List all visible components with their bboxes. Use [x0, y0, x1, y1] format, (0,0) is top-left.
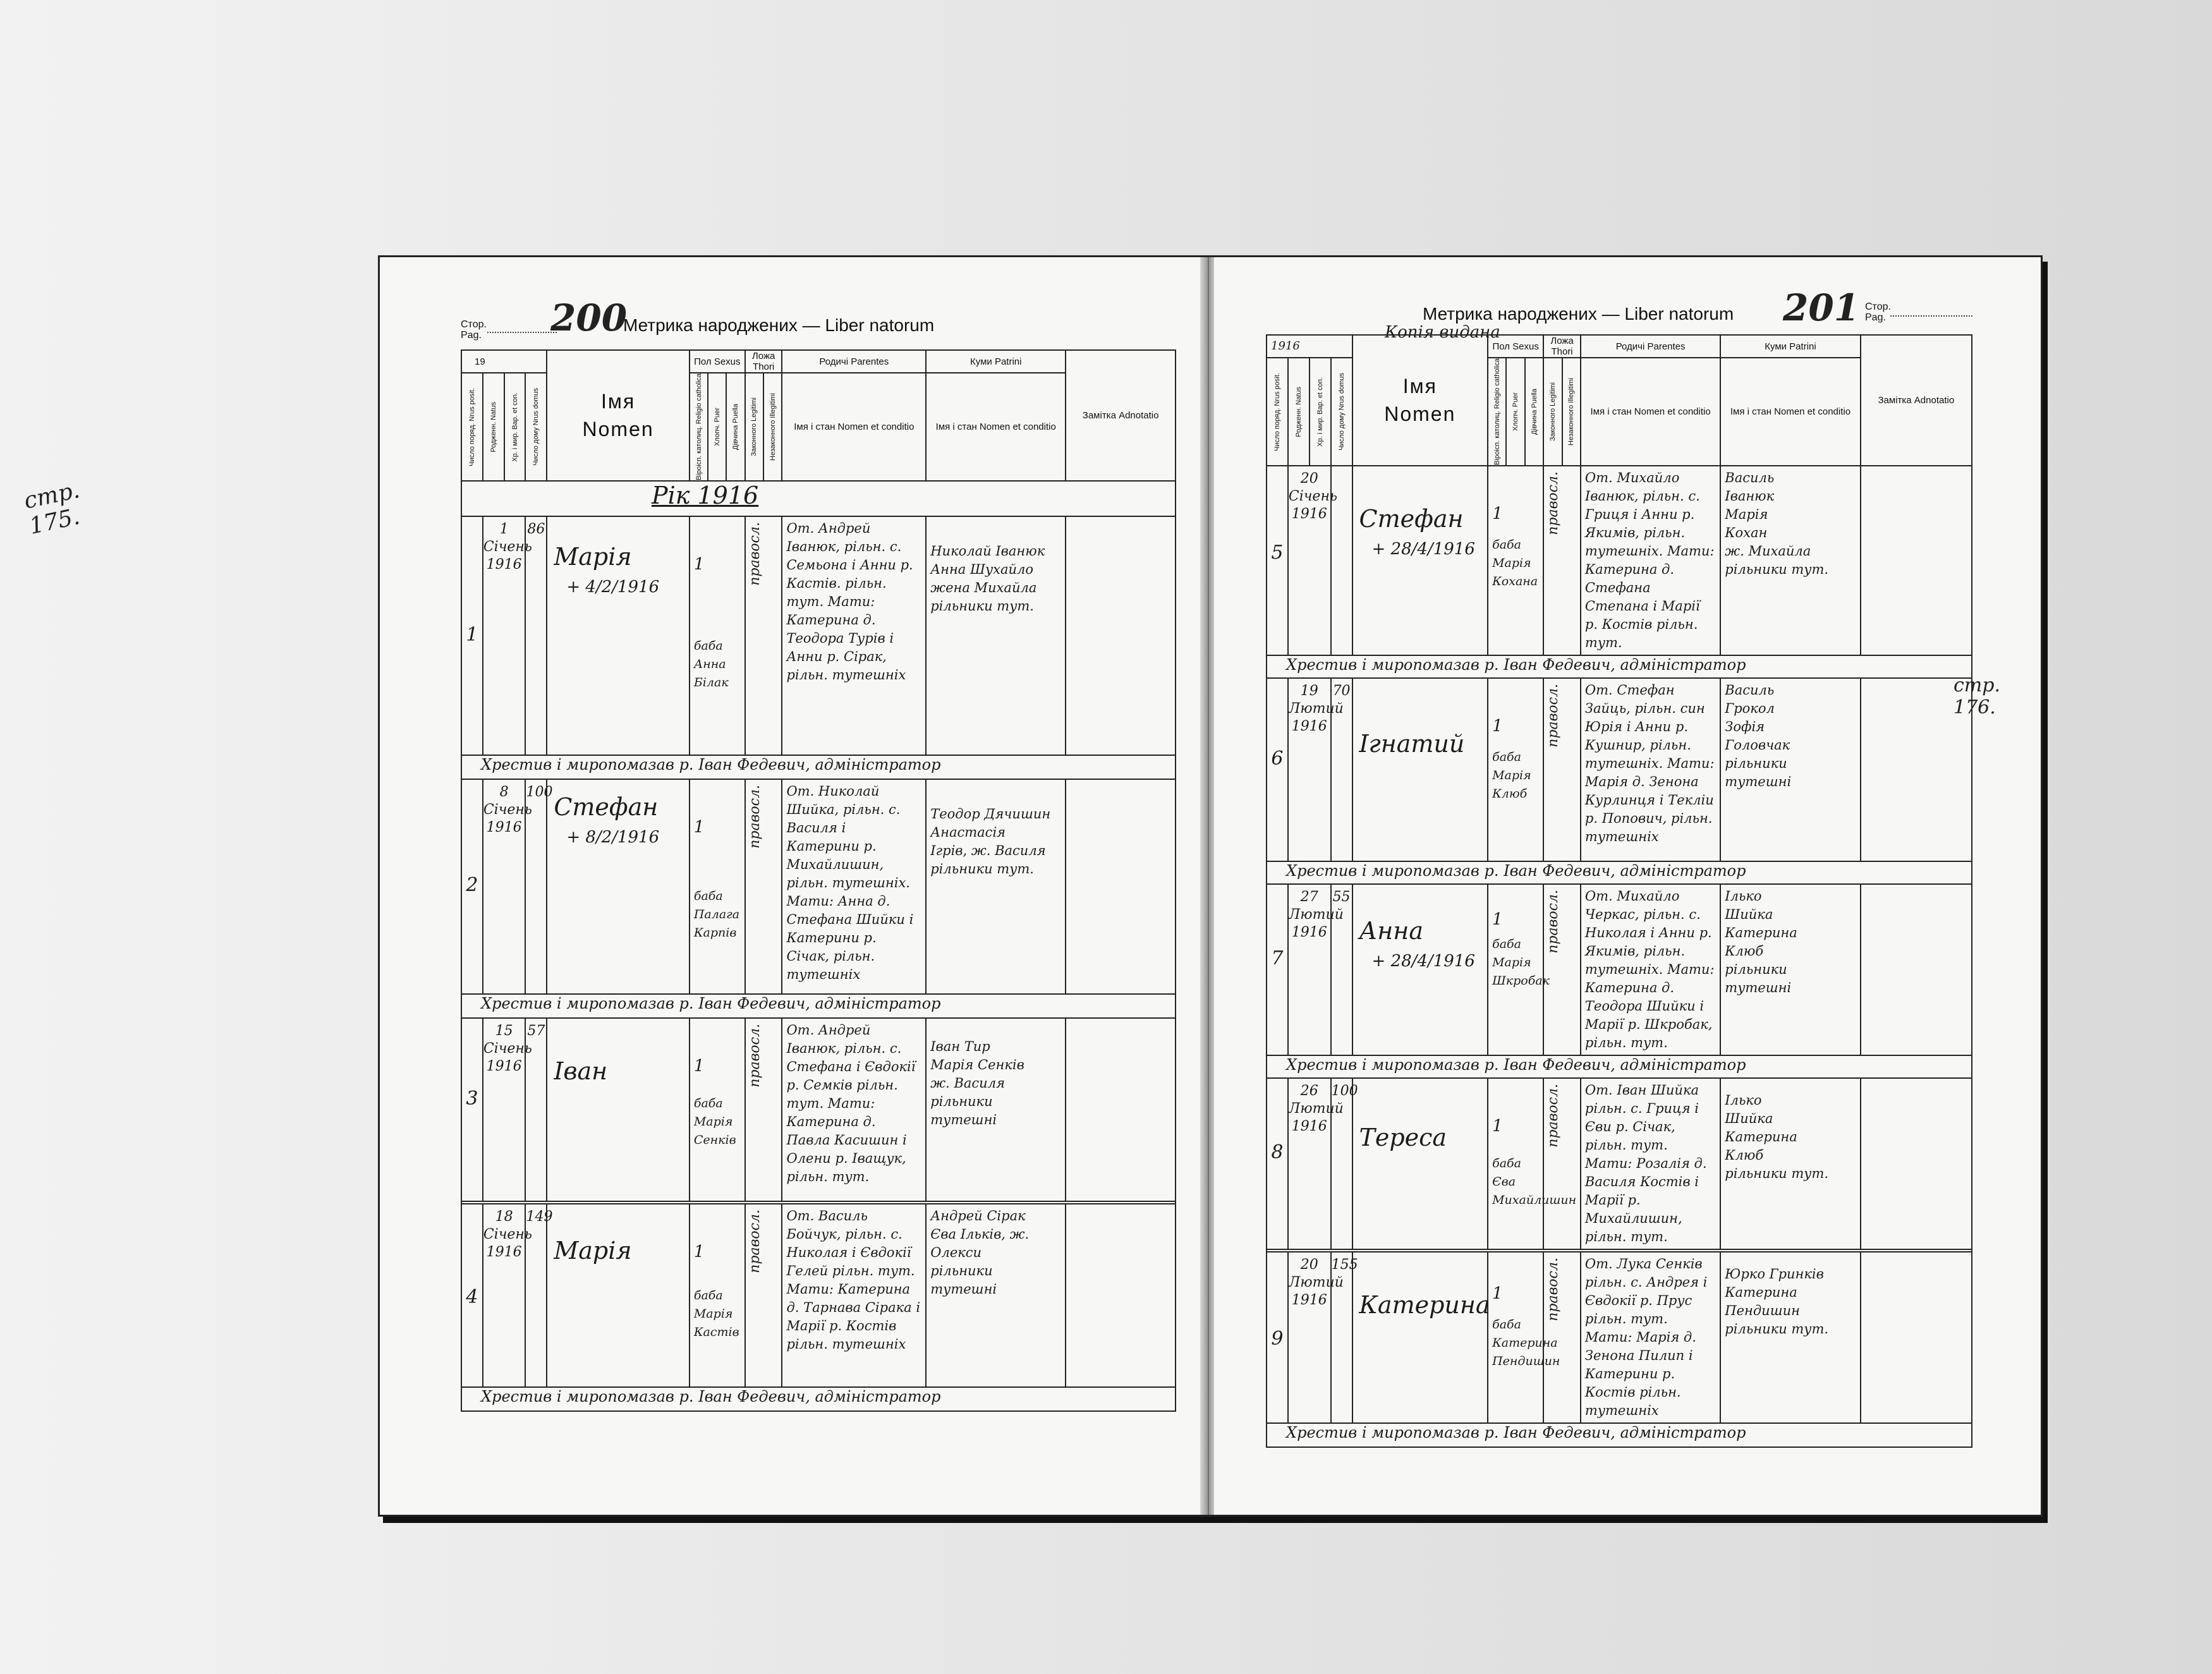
copy-issued-note: Копія видана: [1385, 323, 1500, 342]
parents-text: От. Василь Бойчук, рільн. с. Николая і Євдокії Гелей рільн. тут. Мати: Катерина д. Тарнава Сірака і Марії р. Костів рільн. тутешніх: [786, 1208, 921, 1352]
sex-marks: 1: [1492, 1283, 1503, 1303]
midwife: баба Марія Клюб: [1492, 749, 1531, 801]
parents-header: Родичі Parentes: [782, 350, 926, 373]
boy-col-header: Хлопч. Puer: [1512, 392, 1520, 431]
birth-date: 20 Січень 1916: [1288, 470, 1337, 522]
patrini-header: Куми Patrini: [1720, 335, 1860, 358]
godparents-text: Николай Іванюк Анна Шухайло жена Михайла рільники тут.: [930, 543, 1045, 614]
religion-col-header: Віроісп. католиц. Religio catholica: [1493, 358, 1501, 465]
legitimacy: правосл.: [746, 1209, 763, 1273]
legitimacy: правосл.: [1545, 889, 1562, 954]
patrini-header: Куми Patrini: [926, 350, 1066, 373]
death-note: + 8/2/1916: [566, 827, 660, 847]
house-number: 70: [1332, 682, 1351, 699]
house-number: [1332, 466, 1352, 470]
parents-text: От. Андрей Іванюк, рільн. с. Стефана і Євдокії р. Семків рільн. тут. Мати: Катерина д. Павла Касишин і Олени р. Іващук, рільн. тут.: [786, 1022, 916, 1184]
house-number: 100: [1331, 1083, 1358, 1099]
right-side-note: стр. 176.: [1954, 674, 2000, 719]
godparents-text: Юрко Гринків Катерина Пендишин рільники тут.: [1725, 1266, 1829, 1337]
parents-text: От. Лука Сенків рільн. с. Андрея і Євдокії р. Прус рільн. тут. Мати: Марія д. Зенона Пилип і Катерини р. Костів рільн. тутешніх: [1584, 1256, 1708, 1418]
midwife: баба Марія Сенків: [693, 1096, 736, 1147]
sex-header: Пол Sexus: [1488, 335, 1543, 358]
entry-number: 8: [1271, 1141, 1284, 1163]
sex-marks: 1: [693, 554, 705, 574]
religion-col-header: Віроісп. католиц. Religio catholica: [695, 373, 703, 480]
table-row: [1267, 466, 1972, 655]
birth-date: 27 Лютий 1916: [1288, 889, 1344, 940]
death-note: + 28/4/1916: [1371, 539, 1475, 559]
girl-col-header: Дівчина Puella: [1530, 388, 1538, 435]
right-page: [1214, 257, 2039, 1515]
parents-text: От. Іван Шийка рільн. с. Гриця і Єви р. Січак, рільн. тут. Мати: Розалія д. Василя Костів і Марії р. Михайлишин, рільн. тут.: [1584, 1082, 1707, 1244]
parents-text: От. Стефан Зайць, рільн. син Юрія і Анни р. Кушнир, рільн. тутешніх. Мати: Марія д. Зенона Курлинця і Текліи р. Попович, рільн. тутешніх: [1584, 682, 1715, 844]
birth-date: 15 Січень 1916: [483, 1022, 532, 1074]
child-name: Анна: [1359, 916, 1423, 945]
birth-date: 1 Січень 1916: [483, 521, 532, 573]
birth-date: 20 Лютий 1916: [1288, 1256, 1344, 1308]
birth-date: 26 Лютий 1916: [1288, 1083, 1344, 1134]
death-note: + 4/2/1916: [566, 577, 660, 597]
table-row: [461, 516, 1176, 755]
child-name: Марія: [554, 542, 632, 571]
table-row: [461, 1204, 1176, 1387]
legitimacy: правосл.: [746, 784, 763, 849]
right-page-number: 201: [1783, 286, 1860, 329]
sex-marks: 1: [693, 1242, 705, 1261]
baptism-note: Хрестив і миропомазав р. Іван Федевич, адміністратор: [1286, 861, 1746, 880]
godparents-text: Іван Тир Марія Сенків ж. Василя рільники тутешні: [930, 1038, 1024, 1127]
baptism-note: Хрестив і миропомазав р. Іван Федевич, адміністратор: [481, 755, 941, 773]
godparents-text: Василь Грокол Зофія Головчак рільники тутешні: [1725, 682, 1792, 789]
parents-text: От. Николай Шийка, рільн. с. Василя і Катерини р. Михайлишин, рільн. тутешніх. Мати: Анна д. Стефана Шийки і Катерини р. Січак, рільн. тутешніх: [786, 783, 914, 982]
house-number: 155: [1331, 1256, 1358, 1273]
parents-subheader: Імя і стан Nomen et conditio: [782, 373, 926, 481]
midwife: баба Марія Кохана: [1492, 537, 1538, 588]
table-row: [461, 1018, 1176, 1201]
sex-marks: 1: [693, 817, 705, 837]
table-row: [1267, 1078, 1972, 1249]
entry-number: 7: [1271, 947, 1284, 969]
legitimacy: правосл.: [1545, 1083, 1562, 1148]
birth-date: 8 Січень 1916: [483, 784, 532, 835]
child-name: Стефан: [554, 792, 659, 821]
godparents-text: Теодор Дячишин Анастасія Ігрів, ж. Василя рільники тут.: [930, 806, 1051, 876]
born-col-header: Родженн. Natus: [1294, 386, 1303, 437]
birth-date: 18 Січень 1916: [483, 1208, 532, 1260]
entry-number: 9: [1271, 1327, 1284, 1350]
sex-marks: 1: [1492, 716, 1503, 736]
thori-header: Ложа Thori: [1543, 335, 1581, 358]
num-col-header: Число поряд. Nrus posit.: [468, 387, 476, 466]
entry-number: 5: [1271, 541, 1284, 564]
table-row: [1267, 1252, 1972, 1423]
year-prefix: 1916: [1267, 335, 1352, 358]
left-register-table: [461, 349, 1176, 1412]
parents-header: Родичі Parentes: [1581, 335, 1720, 358]
illegit-col-header: Незаконного Illegitimi: [1567, 377, 1576, 446]
legitimacy: правосл.: [1545, 683, 1562, 748]
midwife: баба Марія Шкробак: [1492, 937, 1550, 988]
right-register-table: [1266, 334, 1972, 1448]
parents-text: От. Михайло Черкас, рільн. с. Николая і Анни р. Якимів, рільн. тутешніх. Мати: Катерина д. Теодора Шийки і Марії р. Шкробак, рільн. тут.: [1584, 888, 1715, 1050]
illegit-col-header: Незаконного Illegitimi: [769, 392, 777, 461]
entry-number: 2: [466, 873, 478, 896]
boy-col-header: Хлопч. Puer: [713, 407, 721, 446]
page-number-line: [1890, 315, 1972, 317]
born-col-header: Родженн. Natus: [489, 401, 497, 452]
page-label: Стор. Pag.: [461, 319, 487, 341]
sex-marks: 1: [1492, 504, 1503, 523]
house-col-header: Число дому Nrus domus: [1337, 373, 1346, 451]
house-number: 86: [527, 521, 545, 537]
legitimacy: правосл.: [1545, 471, 1562, 535]
register-title: Метрика народжених — Liber natorum: [1423, 304, 1734, 324]
year-heading: Рік 1916: [652, 481, 759, 509]
sex-marks: 1: [1492, 909, 1503, 929]
girl-col-header: Дівчина Puella: [732, 403, 740, 450]
legitimacy: правосл.: [746, 1023, 763, 1088]
open-register-book: [21, 255, 2043, 1517]
left-page: [21, 257, 1205, 1515]
child-name: Ігнатий: [1359, 729, 1465, 758]
parents-text: От. Андрей Іванюк, рільн. с. Семьона і Анни р. Кастів. рільн. тут. Мати: Катерина д. Теодора Турів і Анни р. Сірак, рільн. тутешніх: [786, 520, 913, 682]
patrini-subheader: Імя і стан Nomen et conditio: [926, 373, 1066, 481]
table-row: [1267, 678, 1972, 861]
page-number-line: [487, 332, 557, 333]
entry-number: 4: [466, 1285, 478, 1308]
baptism-note: Хрестив і миропомазав р. Іван Федевич, адміністратор: [1286, 1423, 1746, 1441]
adnotatio-header: Замітка Adnotatio: [1861, 335, 1972, 466]
register-title: Метрика народжених — Liber natorum: [623, 315, 935, 335]
godparents-text: Василь Іванюк Марія Кохан ж. Михайла рільники тут.: [1725, 470, 1829, 577]
child-name: Тереса: [1359, 1123, 1447, 1151]
legit-col-header: Законного Legitimi: [1548, 382, 1557, 441]
child-name: Катерина: [1359, 1290, 1490, 1319]
house-number: 55: [1332, 889, 1351, 905]
thori-header: Ложа Thori: [745, 350, 782, 373]
house-number: 100: [526, 784, 553, 800]
child-name: Марія: [554, 1236, 632, 1265]
parents-subheader: Імя і стан Nomen et conditio: [1581, 358, 1720, 466]
bapt-col-header: Хр. і мир. Bap. et con.: [1316, 377, 1324, 447]
legitimacy: правосл.: [1545, 1257, 1562, 1321]
child-name: Іван: [554, 1057, 608, 1085]
page-label: Стор. Pag.: [1865, 301, 1891, 323]
house-number: 149: [526, 1208, 553, 1225]
birth-date: 19 Лютий 1916: [1288, 682, 1344, 734]
midwife: баба Палага Карпів: [693, 889, 740, 940]
table-row: [461, 779, 1176, 994]
death-note: + 28/4/1916: [1371, 951, 1475, 971]
midwife: баба Катерина Пендишин: [1492, 1317, 1560, 1368]
godparents-text: Андрей Сірак Єва Ільків, ж. Олекси рільники тутешні: [930, 1208, 1030, 1297]
sex-header: Пол Sexus: [690, 350, 745, 373]
left-page-number: 200: [550, 296, 628, 339]
entry-number: 1: [466, 623, 478, 646]
patrini-subheader: Імя і стан Nomen et conditio: [1720, 358, 1860, 466]
num-col-header: Число поряд. Nrus posit.: [1273, 372, 1281, 451]
parents-text: От. Михайло Іванюк, рільн. с. Гриця і Анни р. Якимів, рільн. тутешніх. Мати: Катерина д. Стефана Степана і Марії р. Костів рільн. тут.: [1584, 470, 1715, 650]
table-row: [1267, 884, 1972, 1055]
baptism-note: Хрестив і миропомазав р. Іван Федевич, адміністратор: [1286, 1055, 1746, 1074]
sex-marks: 1: [1492, 1116, 1503, 1136]
baptism-note: Хрестив і миропомазав р. Іван Федевич, адміністратор: [481, 994, 941, 1012]
entry-number: 3: [466, 1087, 478, 1110]
name-header: Імя Nomen: [547, 350, 690, 481]
child-name: Стефан: [1359, 504, 1464, 533]
house-col-header: Число дому Nrus domus: [532, 388, 540, 466]
left-side-note: стр. 175.: [21, 477, 82, 540]
midwife: баба Марія Кастів: [693, 1288, 739, 1339]
baptism-note: Хрестив і миропомазав р. Іван Федевич, адміністратор: [481, 1387, 941, 1405]
house-number: 57: [527, 1022, 545, 1039]
legitimacy: правосл.: [746, 521, 763, 586]
adnotatio-header: Замітка Adnotatio: [1066, 350, 1176, 481]
name-header: Імя Nomen: [1352, 335, 1488, 466]
midwife: баба Єва Михайлишин: [1492, 1156, 1577, 1207]
bapt-col-header: Хр. і мир. Bap. et con.: [511, 392, 519, 462]
sex-marks: 1: [693, 1056, 705, 1076]
year-prefix: 19: [461, 350, 547, 373]
legit-col-header: Законного Legitimi: [750, 397, 758, 456]
midwife: баба Анна Білак: [693, 638, 729, 689]
entry-number: 6: [1271, 747, 1284, 770]
godparents-text: Ілько Шийка Катерина Клюб рільники тут.: [1725, 1092, 1829, 1181]
baptism-note: Хрестив і миропомазав р. Іван Федевич, адміністратор: [1286, 655, 1746, 674]
godparents-text: Ілько Шийка Катерина Клюб рільники тутешні: [1725, 888, 1797, 995]
